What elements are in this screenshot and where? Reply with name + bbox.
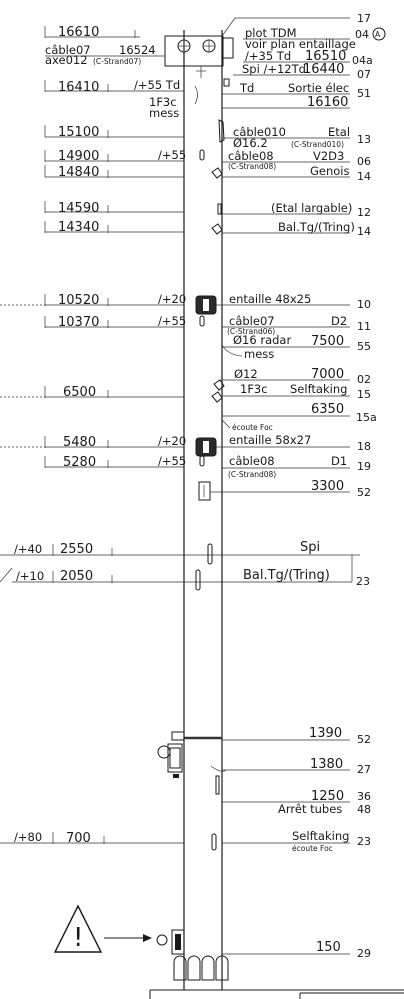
warning-icon — [55, 906, 101, 953]
note-cable010: câble010 — [233, 125, 286, 139]
ref-02: 02 — [357, 373, 371, 386]
elevation-15100: 15100 — [58, 125, 100, 140]
note-cable08: câble08 — [228, 149, 274, 163]
ref-51: 51 — [357, 87, 371, 100]
note-16440: 16440 — [303, 62, 345, 77]
ref-19: 19 — [357, 460, 371, 473]
ref-48: 48 — [357, 803, 371, 816]
note-baltg2: Bal.Tg/(Tring) — [243, 568, 330, 583]
note-mess2: mess — [244, 347, 275, 361]
note-d16radar: Ø16 radar — [233, 333, 292, 347]
elevation-14900: 14900 — [58, 149, 100, 164]
note-d12: Ø12 — [234, 367, 258, 381]
elevation-14340: 14340 — [58, 220, 100, 235]
offset-label: /+40 — [14, 542, 43, 556]
ref-27: 27 — [357, 763, 371, 776]
offset-label: /+20 — [158, 434, 187, 448]
ref-52a: 52 — [357, 486, 371, 499]
elevation-6500: 6500 — [63, 385, 97, 400]
ref-04: 04 — [355, 28, 369, 41]
offset-label: /+55 — [158, 148, 187, 162]
elevation-16610: 16610 — [58, 25, 100, 40]
note-p35: /+35 Td — [245, 49, 292, 63]
note-cstrand010: (C-Strand010) — [291, 140, 345, 149]
note-plot: plot TDM — [245, 26, 297, 40]
note-mess: mess — [149, 106, 180, 120]
note-cable08b: câble08 — [229, 454, 275, 468]
note-axe012: axe012 — [45, 53, 88, 67]
ref-36: 36 — [357, 790, 371, 803]
note-ecoute2: écoute Foc — [292, 844, 333, 853]
note-entaille1: entaille 48x25 — [229, 292, 312, 306]
arrow-icon — [104, 934, 152, 942]
elevation-10370: 10370 — [58, 315, 100, 330]
ref-07: 07 — [357, 68, 371, 81]
note-d1: D1 — [331, 454, 348, 468]
ref-15a: 15a — [356, 411, 377, 424]
gooseneck-fitting — [158, 732, 184, 778]
note-cstrand08: (C-Strand08) — [228, 162, 277, 171]
note-1f3c: 1F3c — [149, 95, 177, 109]
note-cstrand08b: (C-Strand08) — [228, 470, 277, 479]
note-6350: 6350 — [311, 402, 345, 417]
ref-15: 15 — [357, 388, 371, 401]
ref-A-circle: A — [375, 30, 381, 39]
elevation-5480: 5480 — [63, 435, 97, 450]
ref-06: 06 — [357, 155, 371, 168]
ref-23a: 23 — [356, 575, 370, 588]
elevation-2550: 2550 — [60, 542, 94, 557]
note-3300: 3300 — [311, 479, 345, 494]
note-selftaking2: Selftaking — [292, 829, 350, 843]
note-1250: 1250 — [311, 789, 345, 804]
note-arret: Arrêt tubes — [278, 802, 343, 816]
note-16160: 16160 — [307, 95, 349, 110]
note-baltg: Bal.Tg/(Tring) — [278, 220, 355, 234]
ref-10: 10 — [357, 298, 371, 311]
note-1f3c2: 1F3c — [240, 382, 268, 396]
note-ecoute: écoute Foc — [232, 423, 273, 432]
note-7000: 7000 — [311, 367, 345, 382]
offset-label: /+80 — [14, 830, 43, 844]
elevation-10520: 10520 — [58, 293, 100, 308]
ref-17: 17 — [357, 12, 371, 25]
ref-55: 55 — [357, 340, 371, 353]
ref-11: 11 — [357, 320, 371, 333]
elevation-14840: 14840 — [58, 165, 100, 180]
svg-text:!: ! — [73, 923, 84, 953]
note-v2d3: V2D3 — [313, 149, 345, 163]
ref-52b: 52 — [357, 733, 371, 746]
note-d2: D2 — [331, 314, 348, 328]
note-etal-largable: (Etal largable) — [271, 201, 353, 215]
ref-04a: 04a — [352, 54, 373, 67]
note-cstrand06: (C-Strand06) — [227, 327, 276, 336]
elevation-14590: 14590 — [58, 201, 100, 216]
note-150: 150 — [316, 940, 341, 955]
mast-foot — [150, 930, 404, 999]
note-7500: 7500 — [311, 334, 345, 349]
note-sortie: Sortie élec — [288, 81, 350, 95]
note-d162: Ø16.2 — [233, 136, 268, 150]
ref-13: 13 — [357, 133, 371, 146]
note-selftaking: Selftaking — [290, 382, 348, 396]
elevation-5280: 5280 — [63, 455, 97, 470]
elevation-700: 700 — [66, 831, 91, 846]
ref-12: 12 — [357, 206, 371, 219]
ref-14: 14 — [357, 170, 371, 183]
note-spi: Spi /+12Td — [242, 62, 306, 76]
elevation-2050: 2050 — [60, 569, 94, 584]
offset-label: /+55 — [158, 454, 187, 468]
note-etal: Etal — [328, 125, 351, 139]
note-1390: 1390 — [309, 726, 343, 741]
note-1380: 1380 — [310, 757, 344, 772]
note-cstrand07: (C-Strand07) — [93, 57, 142, 66]
note-entaille2: entaille 58x27 — [229, 433, 312, 447]
note-cable07b: câble07 — [229, 314, 275, 328]
ref-14b: 14 — [357, 225, 371, 238]
ref-23b: 23 — [357, 835, 371, 848]
offset-labels — [14, 78, 186, 844]
offset-label: /+20 — [158, 292, 187, 306]
note-spi2: Spi — [300, 540, 321, 555]
note-genois: Genois — [310, 164, 350, 178]
ref-29: 29 — [357, 947, 371, 960]
offset-label: /+55 Td — [134, 78, 181, 92]
offset-label: /+10 — [16, 569, 45, 583]
note-cable07: câble07 — [45, 43, 91, 57]
elevation-16410: 16410 — [58, 80, 100, 95]
note-voir: voir plan entaillage — [245, 37, 356, 51]
note-td: Td — [240, 81, 255, 95]
note-16510: 16510 — [305, 49, 347, 64]
offset-label: /+55 — [158, 314, 187, 328]
ref-18: 18 — [357, 440, 371, 453]
note-16524: 16524 — [119, 43, 156, 57]
